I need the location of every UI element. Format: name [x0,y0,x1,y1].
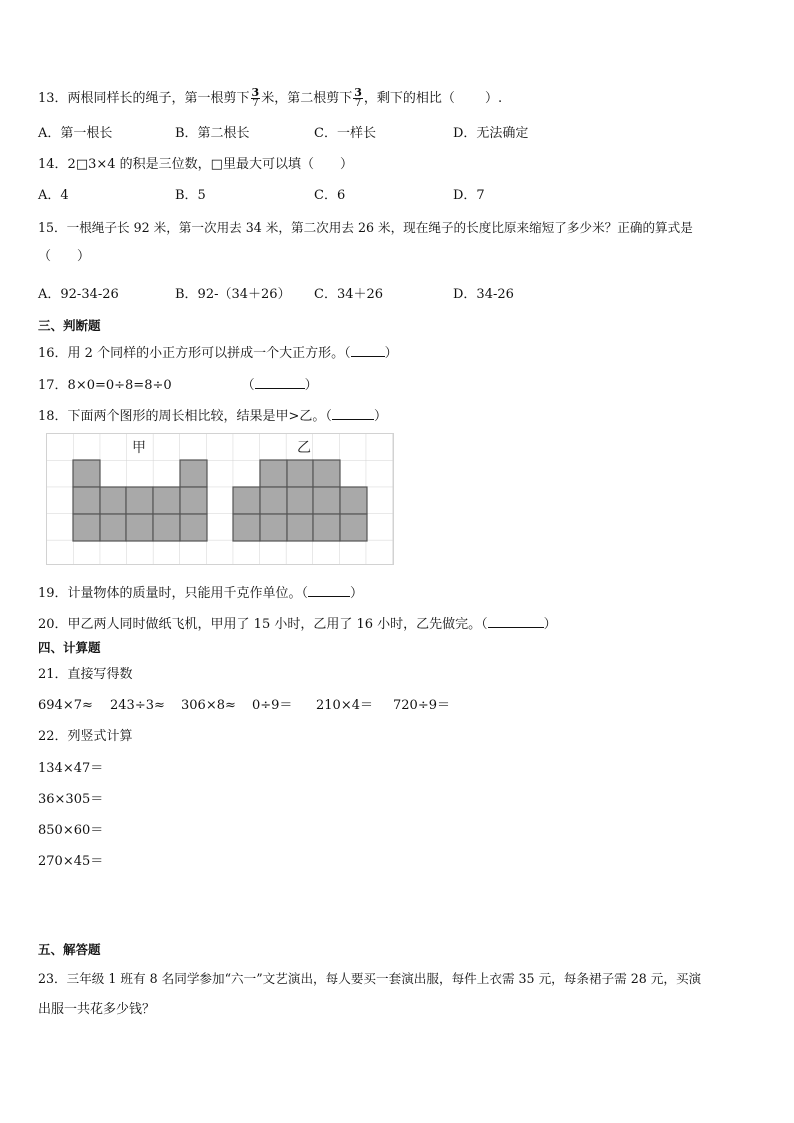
q15-option-c: C．34＋26 [314,287,384,302]
calc-item: 0÷9＝ [252,698,293,713]
q14-option-d: D．7 [453,188,485,203]
q13-option-b: B．第二根长 [175,126,250,141]
q15-paren: （ ） [38,249,91,264]
question-15: 15．一根绳子长 92 米，第一次用去 34 米，第二次用去 26 米，现在绳子的长度比原来缩短了多少米？正确的算式是 [38,220,693,235]
calc-item: 243÷3≈ [110,698,165,713]
question-23-line-1: 23．三年级 1 班有 8 名同学参加“六一”文艺演出，每人要买一套演出服，每件上衣需 35 元，每条裙子需 28 元，买演 [38,971,702,986]
fraction-1-denominator: 7 [252,98,259,109]
calc-item: 720÷9＝ [393,698,450,713]
q17-close: ） [304,378,318,393]
question-23-line-2: 出服一共花多少钱？ [38,1002,156,1017]
q13-text-pre: 13．两根同样长的绳子，第一根剪下 [38,91,250,106]
question-16 [38,343,398,363]
q18-text: 18．下面两个图形的周长相比较，结果是甲>乙。（ [38,409,332,424]
q13-option-d: D．无法确定 [453,126,529,141]
q20-text: 20．甲乙两人同时做纸飞机，甲用了 15 小时，乙用了 16 小时，乙先做完。（ [38,617,488,632]
q15-option-d: D．34-26 [453,287,514,302]
answer-blank[interactable] [255,375,305,389]
vertical-calc-item: 850×60＝ [38,823,104,838]
question-19 [38,583,363,603]
calc-item: 210×4＝ [316,698,373,713]
q17-text: 17．8×0=0÷8=8÷0 [38,378,172,393]
q19-close: ） [350,586,364,601]
label-jia: 甲 [132,440,146,456]
question-14: 14．2□3×4 的积是三位数，□里最大可以填（ ） [38,157,353,172]
question-18 [38,406,387,426]
q18-close: ） [373,409,387,424]
calc-item: 694×7≈ [38,698,93,713]
section-4-heading: 四、计算题 [38,640,101,655]
perimeter-figure [46,433,394,565]
q20-close: ） [543,617,557,632]
q16-close: ） [384,346,398,361]
grid-figure-svg [46,433,394,565]
question-13 [38,88,502,109]
vertical-calc-item: 134×47＝ [38,761,104,776]
question-20 [38,614,557,634]
question-22-title: 22．列竖式计算 [38,729,133,744]
q14-option-a: A．4 [38,188,69,203]
answer-blank[interactable] [488,614,544,628]
q17-open: （ [241,378,255,393]
section-5-heading: 五、解答题 [38,942,101,957]
fraction-1 [251,88,261,109]
question-21-title: 21．直接写得数 [38,667,133,682]
calc-item: 306×8≈ [181,698,236,713]
q16-text: 16．用 2 个同样的小正方形可以拼成一个大正方形。（ [38,346,351,361]
q14-option-b: B．5 [175,188,206,203]
vertical-calc-item: 36×305＝ [38,792,104,807]
q13-option-a: A．第一根长 [38,126,113,141]
fraction-2-numerator: 3 [354,86,362,99]
q13-text-mid: 米，第二根剪下 [261,91,353,106]
question-17 [38,375,318,395]
vertical-calc-item: 270×45＝ [38,854,104,869]
answer-blank[interactable] [308,583,350,597]
fraction-2 [353,88,363,109]
answer-blank[interactable] [332,406,374,420]
label-yi: 乙 [297,440,311,456]
answer-blank[interactable] [351,343,385,357]
q14-option-c: C．6 [314,188,346,203]
q13-text-post: ，剩下的相比（ ）. [363,91,503,106]
q13-option-c: C．一样长 [314,126,376,141]
q15-option-a: A．92-34-26 [38,287,119,302]
fraction-1-numerator: 3 [251,86,260,99]
section-3-heading: 三、判断题 [38,318,101,333]
q19-text: 19．计量物体的质量时，只能用千克作单位。（ [38,586,309,601]
fraction-2-denominator: 7 [354,98,362,109]
q15-option-b: B．92-（34＋26） [175,287,291,302]
